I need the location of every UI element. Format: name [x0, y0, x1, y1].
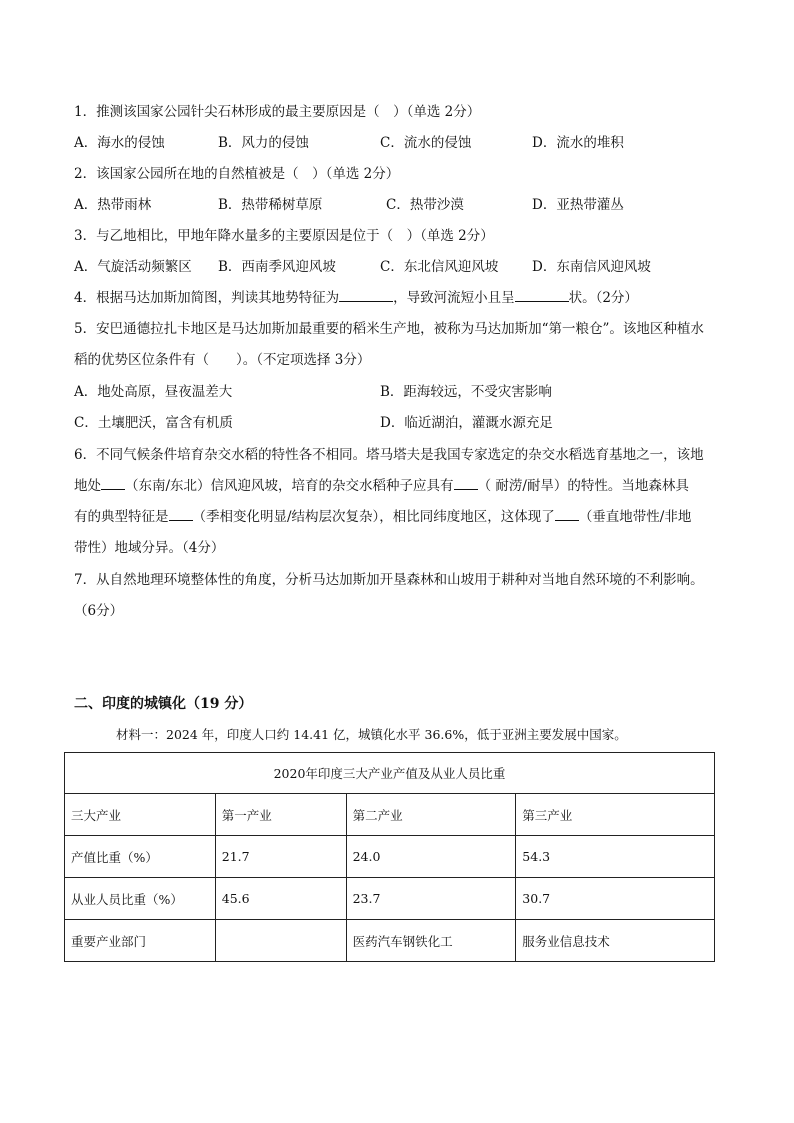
question-5-stem-line2: 稻的优势区位条件有（ ）。（不定项选择 3分）	[74, 352, 371, 368]
q6-blank-1[interactable]	[101, 489, 125, 490]
q3-option-c: C．东北信风迎风坡	[380, 259, 499, 275]
q6-blank-2[interactable]	[454, 489, 478, 490]
table-row	[65, 836, 715, 878]
q6-text-2b: （东南/东北）信风迎风坡，培育的杂交水稻种子应具有	[125, 478, 454, 494]
q6-text-2c: （ 耐涝/耐旱）的特性。当地森林具	[477, 478, 689, 494]
q5-option-d: D．临近湖泊，灌溉水源充足	[380, 415, 553, 431]
question-7-line1: 7．从自然地理环境整体性的角度，分析马达加斯加开垦森林和山坡用于耕种对当地自然环境的不利影响。	[74, 572, 704, 588]
question-2-stem: 2．该国家公园所在地的自然植被是（ ）（单选 2分）	[74, 166, 400, 182]
question-6-line3	[74, 508, 734, 526]
table-header-cell: 第二产业	[346, 794, 516, 836]
q1-option-b: B．风力的侵蚀	[218, 135, 309, 151]
table-row	[65, 920, 715, 962]
table-row	[65, 878, 715, 920]
q2-option-a: A．热带雨林	[74, 197, 152, 213]
table-cell: 30.7	[516, 878, 715, 920]
question-6-line1: 6．不同气候条件培育杂交水稻的特性各不相同。塔马塔夫是我国专家选定的杂交水稻选育基地之一，该地	[74, 447, 704, 463]
table-cell: 45.6	[215, 878, 346, 920]
q6-text-3b: （季相变化明显/结构层次复杂），相比同纬度地区，这体现了	[192, 509, 555, 525]
q6-blank-3[interactable]	[169, 520, 193, 521]
table-cell: 23.7	[346, 878, 516, 920]
table-header-cell: 第一产业	[215, 794, 346, 836]
q1-option-a: A．海水的侵蚀	[74, 135, 165, 151]
table-header-cell: 第三产业	[516, 794, 715, 836]
table-caption-row	[65, 753, 715, 794]
q5-option-b: B．距海较远，不受灾害影响	[380, 384, 552, 400]
q6-text-3a: 有的典型特征是	[74, 509, 169, 525]
q6-text-2a: 地处	[74, 478, 101, 494]
q5-option-c: C．土壤肥沃，富含有机质	[74, 415, 233, 431]
table-cell: 服务业信息技术	[516, 920, 715, 962]
question-4-stem	[74, 289, 734, 307]
table-cell: 54.3	[516, 836, 715, 878]
table-cell	[215, 920, 346, 962]
q6-blank-4[interactable]	[555, 520, 579, 521]
table-cell: 从业人员比重（%）	[65, 878, 216, 920]
q6-text-3c: （垂直地带性/非地	[578, 509, 692, 525]
q3-option-b: B．西南季风迎风坡	[218, 259, 336, 275]
table-cell: 医药汽车钢铁化工	[346, 920, 516, 962]
table-cell: 24.0	[346, 836, 516, 878]
q2-option-d: D．亚热带灌丛	[532, 197, 624, 213]
q4-blank-1[interactable]	[339, 301, 393, 302]
question-5-stem-line1: 5．安巴通德拉扎卡地区是马达加斯加最重要的稻米生产地，被称为马达加斯加“第一粮仓”。该地区种植水	[74, 321, 704, 337]
question-7-line2: （6分）	[74, 603, 124, 619]
question-3-stem: 3．与乙地相比，甲地年降水量多的主要原因是位于（ ）（单选 2分）	[74, 228, 494, 244]
material-1: 材料一：2024 年，印度人口约 14.41 亿，城镇化水平 36.6%，低于亚洲主要发展中国家。	[116, 727, 627, 742]
q4-text-3: 状。（2分）	[568, 290, 638, 306]
q1-option-c: C．流水的侵蚀	[380, 135, 472, 151]
table-header-row	[65, 794, 715, 836]
q3-option-a: A．气旋活动频繁区	[74, 259, 192, 275]
q3-option-d: D．东南信风迎风坡	[532, 259, 651, 275]
q4-blank-2[interactable]	[515, 301, 569, 302]
question-6-line2	[74, 477, 734, 495]
q1-option-d: D．流水的堆积	[532, 135, 624, 151]
table-cell: 重要产业部门	[65, 920, 216, 962]
table-cell: 21.7	[215, 836, 346, 878]
section-2-title: 二、印度的城镇化（19 分）	[74, 696, 253, 712]
question-6-line4: 带性）地域分异。（4分）	[74, 540, 225, 556]
table-caption: 2020年印度三大产业产值及从业人员比重	[65, 753, 715, 794]
industry-table	[64, 752, 715, 962]
question-1-stem: 1．推测该国家公园针尖石林形成的最主要原因是（ ）（单选 2分）	[74, 104, 481, 120]
q4-text-1: 4．根据马达加斯加简图，判读其地势特征为	[74, 290, 340, 306]
q2-option-b: B．热带稀树草原	[218, 197, 323, 213]
q5-option-a: A．地处高原，昼夜温差大	[74, 384, 233, 400]
table-header-cell: 三大产业	[65, 794, 216, 836]
q4-text-2: ，导致河流短小且呈	[393, 290, 515, 306]
q2-option-c: C．热带沙漠	[386, 197, 464, 213]
table-cell: 产值比重（%）	[65, 836, 216, 878]
